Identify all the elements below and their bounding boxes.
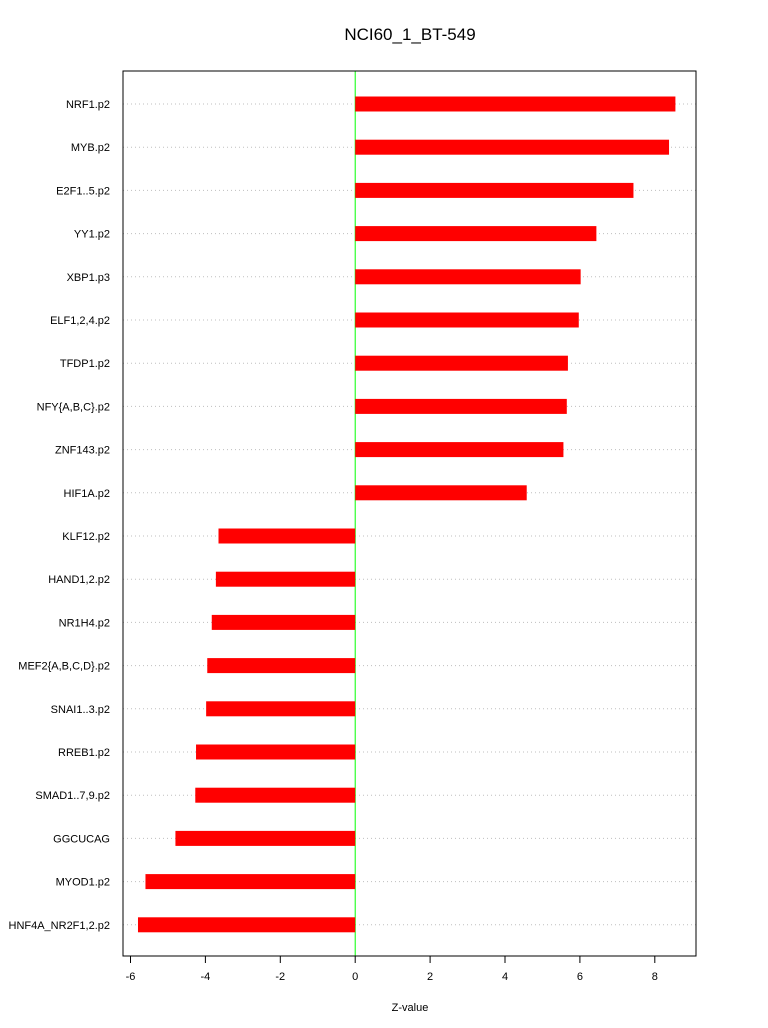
x-axis xyxy=(126,956,658,983)
bar xyxy=(355,226,596,241)
bar xyxy=(355,140,669,155)
category-label: HAND1,2.p2 xyxy=(48,574,110,587)
chart-title: NCI60_1_BT-549 xyxy=(344,25,476,44)
category-label: MEF2{A,B,C,D}.p2 xyxy=(18,660,110,673)
x-tick-label: 6 xyxy=(576,971,583,983)
bar xyxy=(196,745,355,760)
category-label: XBP1.p3 xyxy=(66,271,110,284)
category-label: TFDP1.p2 xyxy=(59,358,110,371)
x-tick-label: 4 xyxy=(501,971,509,983)
bar xyxy=(355,183,633,198)
bar xyxy=(207,658,355,673)
x-tick-label: -2 xyxy=(275,971,286,983)
bar xyxy=(216,572,355,587)
category-label: NFY{A,B,C}.p2 xyxy=(36,401,110,414)
bar xyxy=(212,615,355,630)
x-tick-label: -6 xyxy=(125,971,136,983)
category-label: HNF4A_NR2F1,2.p2 xyxy=(8,919,110,932)
bar xyxy=(219,529,356,544)
bars xyxy=(138,97,675,933)
category-label: MYOD1.p2 xyxy=(55,876,110,889)
category-labels xyxy=(9,99,111,932)
category-label: YY1.p2 xyxy=(73,228,110,241)
bar xyxy=(195,788,355,803)
category-label: HIF1A.p2 xyxy=(63,487,110,500)
bar xyxy=(355,399,567,414)
category-label: RREB1.p2 xyxy=(58,747,110,759)
bar xyxy=(175,831,355,846)
category-label: SNAI1..3.p2 xyxy=(50,703,110,716)
bar xyxy=(206,701,355,716)
bar xyxy=(355,269,580,284)
category-label: ZNF143.p2 xyxy=(54,444,110,457)
x-tick-label: -4 xyxy=(200,971,211,983)
bar xyxy=(355,97,675,112)
category-label: NRF1.p2 xyxy=(65,99,110,111)
category-label: ELF1,2,4.p2 xyxy=(50,315,110,327)
category-label: MYB.p2 xyxy=(70,142,110,155)
x-tick-label: 8 xyxy=(651,971,658,983)
bar xyxy=(355,442,563,457)
x-axis-title: Z-value xyxy=(391,1002,429,1014)
bar xyxy=(138,917,355,932)
bar xyxy=(355,313,579,328)
category-label: GGCUCAG xyxy=(53,833,110,846)
bar xyxy=(145,874,355,889)
x-tick-label: 0 xyxy=(352,971,359,983)
bar xyxy=(355,356,568,371)
category-label: E2F1..5.p2 xyxy=(56,185,110,198)
bar xyxy=(355,485,527,500)
category-label: NR1H4.p2 xyxy=(58,617,110,630)
plot-frame xyxy=(123,71,696,956)
category-label: KLF12.p2 xyxy=(62,531,110,543)
x-tick-label: 2 xyxy=(427,971,434,983)
category-label: SMAD1..7,9.p2 xyxy=(35,790,110,803)
